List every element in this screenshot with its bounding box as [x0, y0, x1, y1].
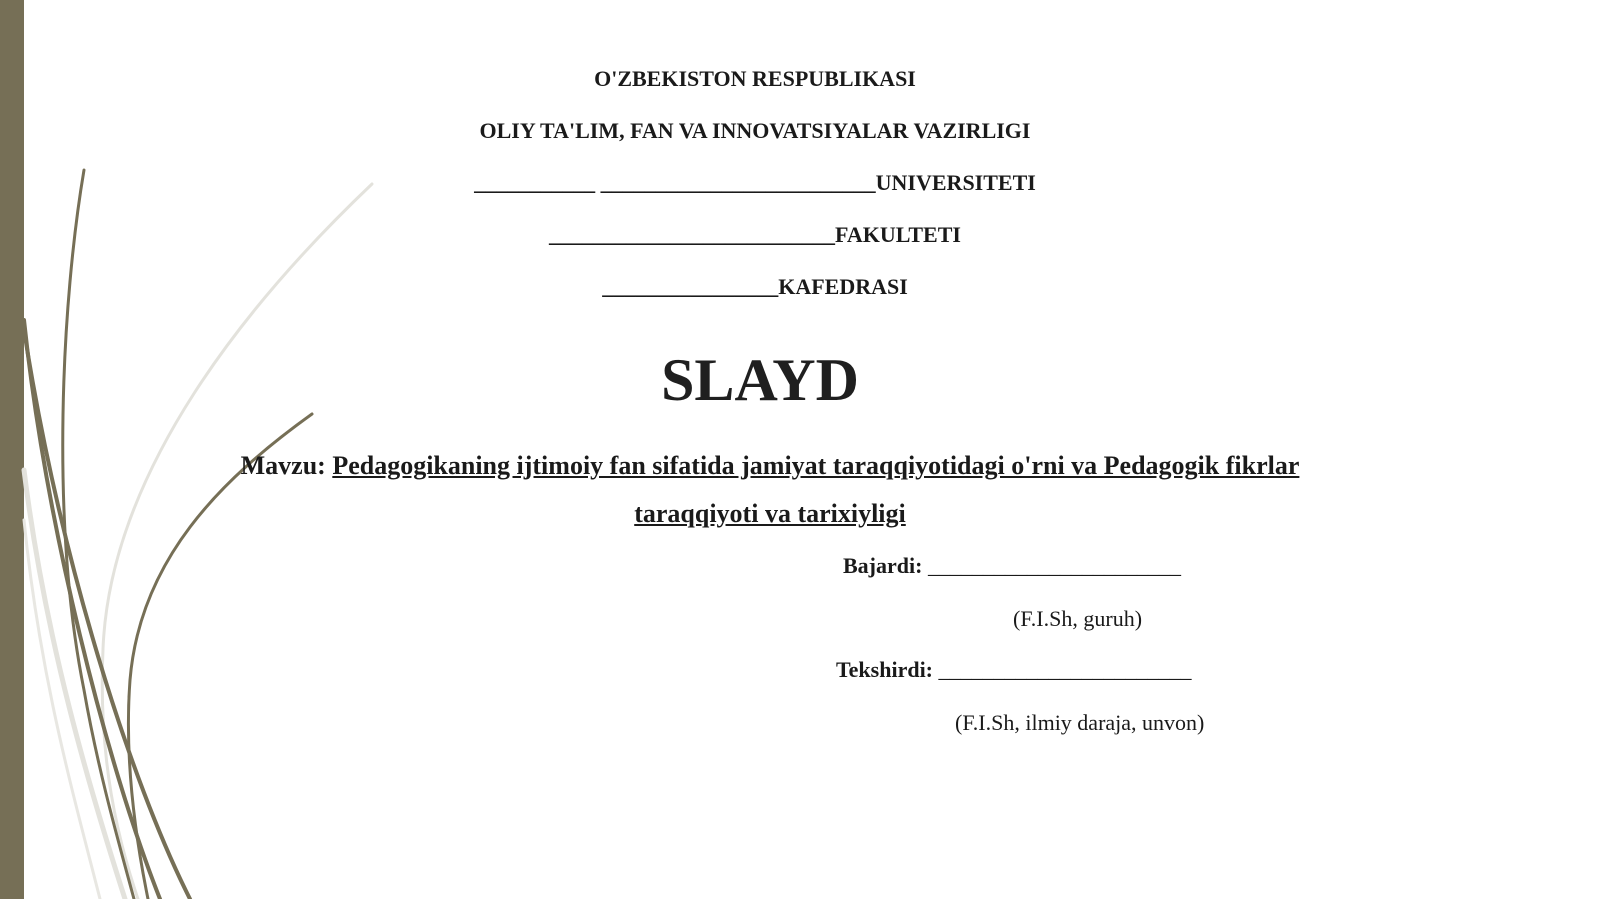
- performed-by-blank: _______________________: [922, 553, 1181, 578]
- slide-title: SLAYD: [661, 347, 859, 413]
- performed-by-line: [843, 553, 1181, 579]
- topic-text: Pedagogikaning ijtimoiy fan sifatida jamiyat taraqqiyotidagi o'rni va Pedagogik fikrlar taraqqiyoti va tarixiyligi: [332, 451, 1300, 528]
- topic-label: Mavzu:: [240, 451, 333, 480]
- faculty-line: __________________________FAKULTETI: [549, 222, 961, 247]
- performed-by-label: Bajardi:: [843, 553, 923, 578]
- checked-by-line: [836, 657, 1192, 683]
- university-line: ___________ _________________________UNIVERSITETI: [474, 170, 1036, 195]
- grass-stroke-light-3: [24, 520, 100, 899]
- checked-by-hint: (F.I.Sh, ilmiy daraja, unvon): [955, 710, 1205, 735]
- checked-by-blank: _______________________: [933, 657, 1192, 682]
- republic-heading: O'ZBEKISTON RESPUBLIKASI: [594, 66, 916, 91]
- grass-stroke-light-2: [24, 470, 125, 899]
- department-line: ________________KAFEDRASI: [602, 274, 908, 299]
- checked-by-label: Tekshirdi:: [836, 657, 934, 682]
- performed-by-hint: (F.I.Sh, guruh): [1013, 606, 1143, 631]
- grass-stroke-dark-3: [24, 330, 190, 899]
- ministry-heading: OLIY TA'LIM, FAN VA INNOVATSIYALAR VAZIRLIGI: [479, 118, 1031, 143]
- topic-block: [200, 442, 1340, 538]
